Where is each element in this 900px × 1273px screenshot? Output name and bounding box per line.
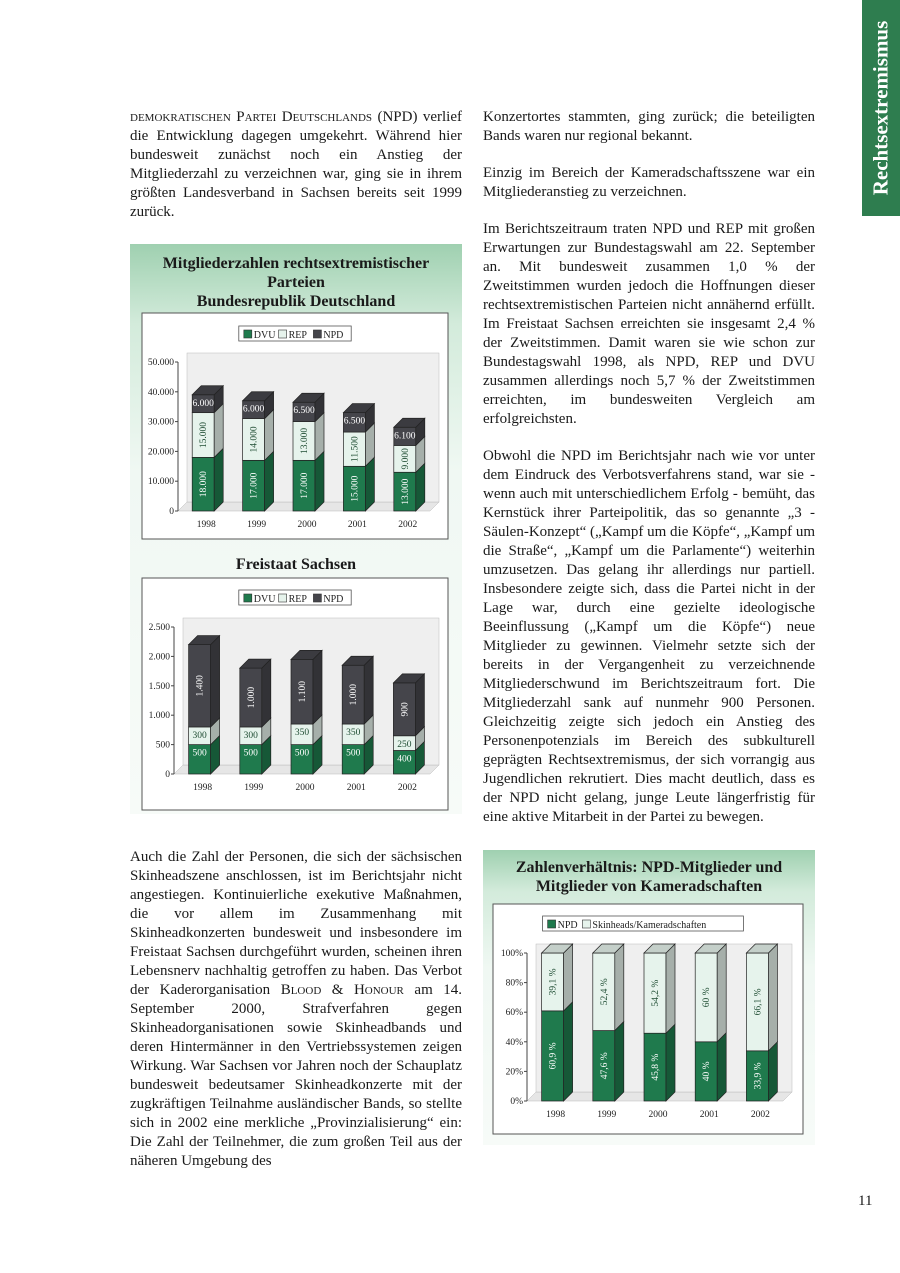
- chart2-legend-label-dvu: DVU: [253, 594, 276, 605]
- chart2-value-label: 400: [397, 754, 412, 765]
- chart2-value-label: 300: [243, 730, 258, 741]
- chart1-y-tick-label: 0: [169, 507, 174, 517]
- chart1-y-tick-label: 50.000: [147, 358, 174, 368]
- chart1-bar-side: [214, 448, 223, 511]
- chart2-value-label: 250: [397, 739, 412, 750]
- chart3-value-label: 33,9 %: [753, 1062, 764, 1090]
- chart2-legend-swatch-dvu: [244, 594, 252, 602]
- section-tab: [862, 0, 900, 216]
- chart1-value-label: 14.000: [249, 426, 260, 453]
- chart-panel-ratio: [483, 850, 815, 1145]
- chart3-value-label: 39,1 %: [548, 968, 559, 996]
- chart2-title-line-1: Freistaat Sachsen: [235, 556, 357, 573]
- chart2-bar-side: [313, 650, 322, 724]
- left-paragraph-1-text: (NPD) verlief die Entwicklung dagegen umgekehrt. Während hier bundesweit zunächst noch ein Anstieg der Mitgliederzahl zu verzeichnen war, ging sie in ihrem größten Landesverband in Sachsen bereits seit 1999 zurück.: [130, 109, 463, 220]
- chart1-category-label: 1999: [247, 520, 267, 530]
- chart2-value-label: 350: [294, 728, 310, 739]
- chart2-y-tick-label: 1.000: [148, 711, 170, 722]
- chart3-title-line-1: Zahlenverhältnis: NPD-Mitglieder und: [515, 859, 783, 876]
- chart1-value-label: 6.100: [394, 431, 416, 442]
- chart3-y-tick-label: 0%: [510, 1097, 523, 1107]
- chart2-value-label: 500: [346, 748, 361, 759]
- chart2-value-label: 1.000: [349, 683, 360, 706]
- chart3-category-label: 2000: [648, 1110, 668, 1120]
- chart1-value-label: 13.000: [300, 427, 310, 455]
- chart3-svg: [483, 898, 815, 1143]
- left-paragraph-2-part-b: am 14. September 2000, Strafverfahren gegen Skinheadorganisationen sowie Skinheadbands und deren Hintermänner in den Vertriebssystemen zeigen Wirkung. War Sachsen vor Jahren noch der Schauplatz bundesweit bedeutsamer Skinheadkonzerte mit der zugkräftigen Teilnahme ausländischer Bands, so stellte sich in 2002 eine merkliche „Provinzialisierung“ ein: Die Zahl der Teilnehmer, die zum großen Teil aus der näheren Umgebung des: [130, 982, 463, 1169]
- chart2-y-tick-label: 2.500: [148, 623, 170, 633]
- chart1-legend-swatch-npd: [313, 330, 321, 338]
- chart2-svg: [130, 577, 462, 817]
- organisation-name: Blood & Honour: [280, 982, 404, 998]
- chart3-legend-label-npd: NPD: [557, 920, 578, 931]
- chart2-category-label: 1999: [244, 783, 264, 793]
- chart1-value-label: 9.000: [400, 448, 411, 470]
- chart1-value-label: 15.000: [350, 475, 361, 502]
- chart2-value-label: 300: [192, 730, 207, 741]
- right-paragraph-1: Konzertortes stammten, ging zurück; die beteiligten Bands waren nur regional bekannt.: [483, 109, 815, 144]
- right-paragraph-3: Im Berichtszeitraum traten NPD und REP mit großen Erwartungen zur Bundestagswahl am 22. September an. Mit bundesweit zusammen 1,0 % der Zweitstimmen wurden jedoch die Hoffnungen dieser rechtsextremistischen Parteien nicht annähernd erfüllt. Im Freistaat Sachsen erreichten sie insgesamt 2,4 % der Zweitstimmen. Damit waren sie wie schon zur Bundestagswahl 1998, als NPD, REP und DVU zusammen allerdings noch 5,7 % der Zweitstimmen erreichten, im bundesweiten Vergleich am erfolgreichsten.: [483, 221, 815, 427]
- chart2-legend-label-rep: REP: [288, 594, 307, 605]
- left-paragraph-2: [130, 848, 462, 1171]
- chart3-y-tick-label: 100%: [500, 949, 523, 959]
- left-column-top: [130, 108, 462, 240]
- chart1-value-label: 13.000: [400, 478, 411, 505]
- chart1-value-label: 17.000: [249, 472, 260, 499]
- chart3-bar-side: [666, 944, 675, 1033]
- chart3-bar-side: [768, 944, 777, 1051]
- chart3-value-label: 47,6 %: [599, 1052, 610, 1080]
- chart3-value-label: 60,9 %: [548, 1042, 559, 1070]
- chart1-legend-label-dvu: DVU: [253, 330, 276, 341]
- chart1-y-tick-label: 40.000: [147, 387, 174, 398]
- chart3-bar-side: [717, 944, 726, 1042]
- chart3-bar-side: [717, 1033, 726, 1101]
- chart1-title-line-2: Parteien: [267, 274, 325, 291]
- chart2-y-tick-label: 1.500: [148, 681, 170, 692]
- chart1-title-line-3: Bundesrepublik Deutschland: [196, 293, 396, 310]
- chart2-legend-swatch-npd: [313, 594, 321, 602]
- section-tab-label: Rechtsextremismus: [868, 20, 893, 196]
- chart2-legend: [239, 590, 351, 605]
- chart1-value-label: 18.000: [199, 471, 210, 498]
- chart3-bar-side: [666, 1024, 675, 1101]
- chart1-value-label: 17.000: [300, 472, 310, 499]
- chart1-bar-side: [315, 451, 324, 511]
- chart2-y-tick-label: 0: [165, 770, 170, 780]
- chart1-legend-label-npd: NPD: [323, 330, 344, 341]
- chart3-value-label: 66,1 %: [753, 988, 764, 1016]
- right-column: [483, 108, 815, 845]
- chart3-value-label: 54,2 %: [651, 979, 661, 1007]
- chart2-y-tick-label: 500: [155, 740, 170, 751]
- chart3-legend-swatch-skinheads/kameradschaften: [582, 920, 590, 928]
- chart2-legend-swatch-rep: [279, 594, 287, 602]
- chart3-title: [483, 858, 815, 896]
- chart1-value-label: 6.500: [343, 416, 366, 427]
- chart1-category-label: 2001: [347, 520, 367, 530]
- chart2-category-label: 2002: [397, 783, 417, 793]
- chart2-value-label: 1.100: [298, 680, 308, 703]
- chart3-y-tick-label: 60%: [505, 1008, 523, 1019]
- chart2-y-tick-label: 2.000: [148, 652, 170, 663]
- chart3-value-label: 40 %: [702, 1061, 713, 1082]
- chart1-legend-swatch-dvu: [244, 330, 252, 338]
- chart2-bar-side: [211, 636, 220, 727]
- chart2-category-label: 2000: [295, 783, 315, 793]
- chart1-legend-swatch-rep: [279, 330, 287, 338]
- chart2-bar-side: [262, 659, 271, 727]
- chart1-value-label: 11.500: [350, 436, 361, 463]
- left-paragraph-1: [130, 108, 462, 222]
- chart1-value-label: 15.000: [199, 421, 210, 449]
- chart3-category-label: 1998: [546, 1110, 566, 1120]
- chart3-y-tick-label: 40%: [505, 1037, 523, 1048]
- right-paragraph-4: Obwohl die NPD im Berichtsjahr nach wie vor unter dem Eindruck des Verbotsverfahrens stand, war sie - wenn auch mit unterschiedlichem Erfolg - bemüht, das Kernstück ihrer Parteipolitik, das so genannte „3 - Säulen-Konzept“ („Kampf um die Köpfe“, „Kampf um die Straße“, „Kampf um die Parlamente“) weiterhin umzusetzen. Das gelang ihr allerdings nur partiell. Insbesondere zeigte sich, dass die Partei nicht in der Lage war, durch eine gezielte ideologische Beeinflussung („Kampf um die Köpfe“) neue Mitglieder zu gewinnen. Vielmehr setzte sich der bereits in der Vergangenheit zu verzeichnende Mitgliederschwund im Berichtszeitraum fort. Die Mitgliederzahl sank auf nunmehr 900 Personen. Gleichzeitig zeigte sich jedoch ein Anstieg des Personenpotenzials im Bereich des subkulturell geprägten Rechtsextremismus, der sich vorrangig aus Jugendlichen rekrutiert. Dies macht deutlich, dass es der NPD nicht gelang, junge Leute längerfristig für eine aktive Mitarbeit in der Partei zu bewegen.: [483, 448, 815, 825]
- chart3-category-label: 1999: [597, 1110, 617, 1120]
- chart3-bar-side: [615, 944, 624, 1031]
- chart3-category-label: 2001: [699, 1110, 719, 1120]
- page-number: 11: [858, 1193, 873, 1209]
- chart2-bar-side: [364, 656, 373, 724]
- left-paragraph-2-part-a: Auch die Zahl der Personen, die sich der sächsischen Skinheadszene anschlossen, ist im Berichtsjahr nicht angestiegen. Kontinuierliche exekutive Maßnahmen, die vor allem im Zusammenhang mit Skinheadkonzerten bundesweit und insbesondere im Freistaat Sachsen durchgeführt wurden, scheinen ihren Lebensnerv nachhaltig getroffen zu haben. Das Verbot der Kaderorganisation: [130, 849, 462, 998]
- chart2-value-label: 350: [346, 728, 361, 739]
- chart3-y-tick-label: 20%: [505, 1067, 523, 1078]
- chart1-y-tick-label: 30.000: [147, 417, 174, 428]
- chart3-category-label: 2002: [750, 1110, 770, 1120]
- chart1-category-label: 1998: [196, 520, 216, 530]
- chart2-bar-side: [415, 674, 424, 736]
- chart1-y-tick-label: 20.000: [147, 447, 174, 458]
- chart3-title-line-2: Mitglieder von Kameradschaften: [535, 878, 763, 895]
- chart3-value-label: 60 %: [702, 987, 713, 1008]
- chart1-title-line-1: Mitgliederzahlen rechtsextremistischer: [162, 255, 430, 272]
- chart1-category-label: 2002: [398, 520, 418, 530]
- chart2-category-label: 2001: [346, 783, 366, 793]
- chart2-value-label: 1.000: [246, 686, 257, 709]
- chart2-title: [130, 555, 462, 574]
- chart3-bar-side: [768, 1042, 777, 1101]
- chart1-value-label: 6.000: [192, 398, 214, 409]
- right-paragraph-2: Einzig im Bereich der Kameradschaftsszene war ein Mitgliederanstieg zu verzeichnen.: [483, 165, 815, 200]
- chart1-legend-label-rep: REP: [288, 330, 307, 341]
- chart3-value-label: 52,4 %: [599, 978, 610, 1006]
- chart3-value-label: 45,8 %: [651, 1053, 661, 1081]
- chart1-bar-side: [265, 451, 274, 511]
- chart3-legend-label-skinheads/kameradschaften: Skinheads/Kameradschaften: [592, 920, 707, 931]
- chart1-title: [130, 254, 462, 311]
- chart3-bar-side: [564, 944, 573, 1011]
- chart3-bar-side: [564, 1002, 573, 1101]
- chart-panel-parties: [130, 244, 462, 814]
- chart2-legend-label-npd: NPD: [323, 594, 344, 605]
- chart3-legend: [543, 916, 744, 931]
- chart3-bar-side: [615, 1022, 624, 1101]
- chart1-y-tick-label: 10.000: [147, 477, 174, 488]
- chart2-value-label: 900: [400, 702, 411, 717]
- chart1-category-label: 2000: [297, 520, 317, 530]
- chart2-value-label: 500: [294, 748, 310, 759]
- chart1-value-label: 6.000: [242, 404, 265, 415]
- chart2-category-label: 1998: [193, 783, 213, 793]
- chart2-value-label: 500: [192, 748, 207, 759]
- chart2-value-label: 1.400: [195, 675, 206, 697]
- party-name: demokratischen Partei Deutschlands: [130, 109, 373, 125]
- chart3-y-tick-label: 80%: [505, 978, 523, 989]
- chart1-value-label: 6.500: [293, 406, 315, 417]
- chart3-legend-swatch-npd: [548, 920, 556, 928]
- chart1-legend: [239, 326, 351, 341]
- left-column-bottom: [130, 848, 462, 1189]
- chart2-value-label: 500: [243, 748, 258, 759]
